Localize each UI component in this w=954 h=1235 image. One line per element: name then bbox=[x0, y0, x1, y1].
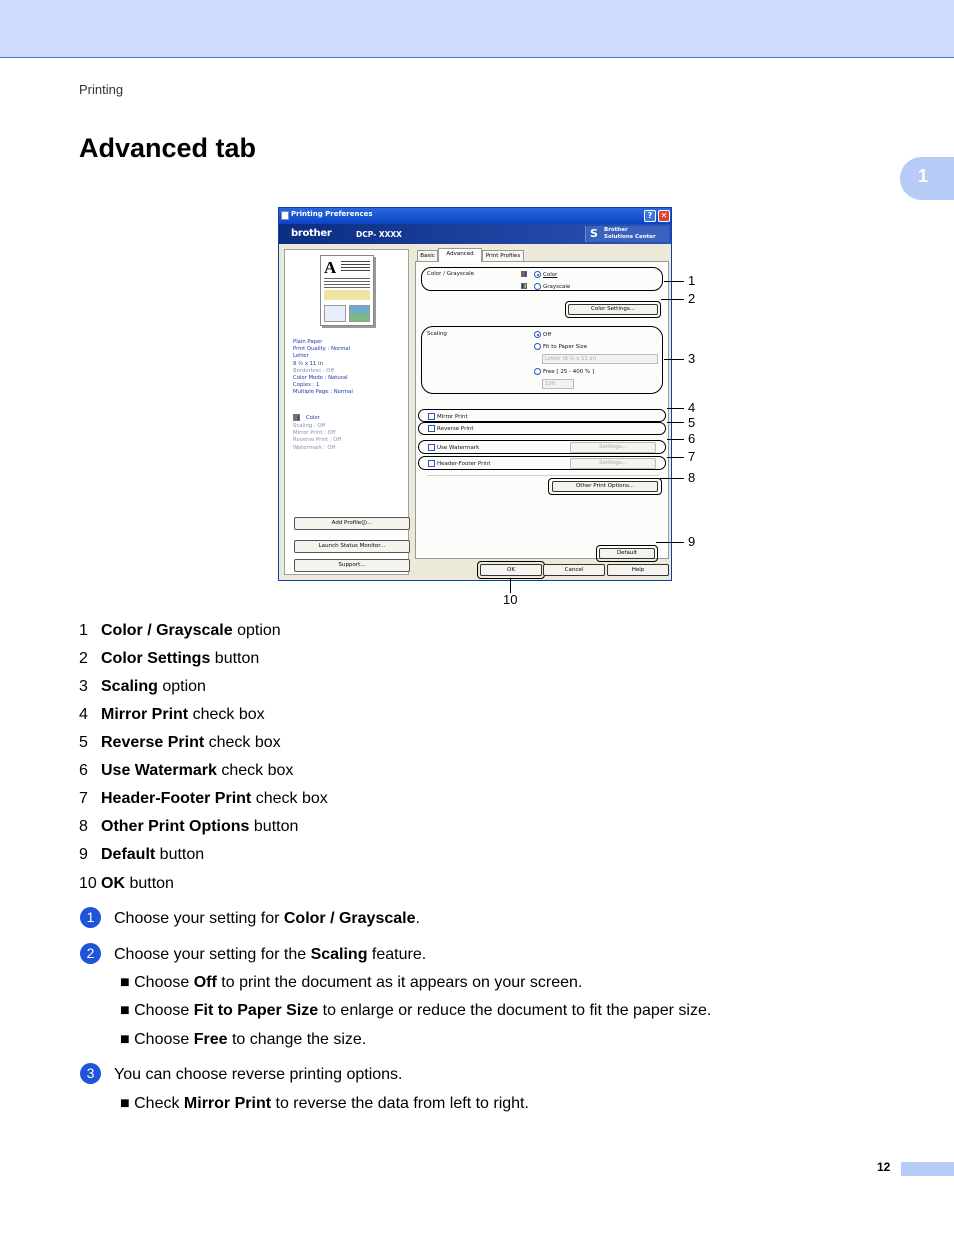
printer-icon bbox=[281, 211, 289, 220]
step-marker: 1 bbox=[80, 907, 101, 928]
reverse-print-label: Reverse Print bbox=[437, 426, 474, 432]
color-summary-label: Color bbox=[306, 415, 320, 421]
bullet-item: ■ Choose Off to print the document as it appears on your screen. bbox=[120, 974, 583, 991]
printing-preferences-dialog bbox=[278, 207, 672, 581]
callout-8: 8 bbox=[688, 470, 696, 485]
ok-button[interactable]: OK bbox=[480, 564, 542, 576]
legend-number: 3 bbox=[79, 678, 88, 695]
color-grayscale-label: Color / Grayscale bbox=[427, 271, 475, 277]
preview-chart bbox=[324, 305, 346, 322]
leader-line-2 bbox=[661, 299, 684, 300]
step-text: Choose your setting for the Scaling feature. bbox=[114, 946, 427, 963]
legend-item: Scaling option bbox=[101, 678, 206, 695]
model-name: DCP- XXXX bbox=[356, 230, 402, 239]
preview-letter: A bbox=[324, 258, 337, 277]
legend-item: Header-Footer Print check box bbox=[101, 790, 328, 807]
header-footer-print-label: Header-Footer Print bbox=[437, 461, 491, 467]
scaling-off-label: Off bbox=[543, 332, 552, 338]
paper-size-select[interactable]: Letter (8 ½ x 11 in) bbox=[542, 354, 658, 364]
free-scaling-label: Free [ 25 - 400 % ] bbox=[543, 369, 595, 375]
settings-info: Plain Paper Print Quality : Normal Letter 8 ½ x 11 in Borderless : Off Color Mode : Natural Copies : 1 Multiple Page : Normal bbox=[293, 339, 353, 396]
legend-number: 2 bbox=[79, 650, 88, 667]
advanced-tab-panel bbox=[415, 261, 669, 559]
preview-photo bbox=[349, 305, 370, 322]
legend-number: 8 bbox=[79, 818, 88, 835]
color-mode-icon bbox=[293, 414, 300, 421]
support-button[interactable]: Support... bbox=[294, 559, 410, 572]
callout-ring-7 bbox=[418, 456, 666, 470]
legend-item: OK button bbox=[101, 875, 174, 892]
scaling-label: Scaling bbox=[427, 331, 447, 337]
legend-number: 5 bbox=[79, 734, 88, 751]
step-text: You can choose reverse printing options. bbox=[114, 1066, 403, 1083]
callout-3: 3 bbox=[688, 351, 696, 366]
legend-number: 6 bbox=[79, 762, 88, 779]
preview-text-lines bbox=[341, 261, 370, 262]
callout-ring-2 bbox=[565, 301, 661, 318]
other-print-options-button[interactable]: Other Print Options... bbox=[552, 481, 658, 492]
add-profile-button[interactable]: Add Profile(J)... bbox=[294, 517, 410, 530]
brother-logo: brother bbox=[291, 228, 332, 239]
solutions-center-button[interactable] bbox=[585, 226, 669, 242]
legend-item: Color Settings button bbox=[101, 650, 260, 667]
leader-line-5 bbox=[667, 422, 684, 423]
legend-number: 10 bbox=[79, 875, 97, 892]
bullet-item: ■ Check Mirror Print to reverse the data from left to right. bbox=[120, 1095, 529, 1112]
page-preview bbox=[320, 255, 374, 326]
footer-bar bbox=[901, 1162, 954, 1176]
page-title: Advanced tab bbox=[79, 133, 257, 163]
legend-item: Reverse Print check box bbox=[101, 734, 281, 751]
separator bbox=[427, 475, 659, 476]
leader-line-8 bbox=[660, 478, 684, 479]
use-watermark-label: Use Watermark bbox=[437, 445, 480, 451]
fit-to-paper-label: Fit to Paper Size bbox=[543, 344, 588, 350]
callout-ring-1 bbox=[421, 267, 663, 291]
legend-item: Other Print Options button bbox=[101, 818, 299, 835]
tab-basic[interactable]: Basic bbox=[417, 250, 438, 261]
leader-line-7 bbox=[667, 457, 684, 458]
legend-item: Default button bbox=[101, 846, 205, 863]
callout-ring-6 bbox=[418, 440, 666, 454]
callout-4: 4 bbox=[688, 400, 696, 415]
help-icon[interactable]: ? bbox=[644, 210, 656, 222]
settings-summary-pane bbox=[284, 249, 409, 575]
callout-6: 6 bbox=[688, 431, 696, 446]
legend-number: 9 bbox=[79, 846, 88, 863]
step-marker: 3 bbox=[80, 1063, 101, 1084]
scale-percent-input[interactable]: 100 bbox=[542, 379, 574, 389]
header-footer-settings-button[interactable]: Settings... bbox=[570, 458, 656, 469]
watermark-settings-button[interactable]: Settings... bbox=[570, 442, 656, 453]
grayscale-option-label: Grayscale bbox=[543, 284, 571, 290]
chapter-tab: 1 bbox=[900, 157, 954, 200]
legend-number: 4 bbox=[79, 706, 88, 723]
cancel-button[interactable]: Cancel bbox=[543, 564, 605, 576]
dialog-title: Printing Preferences bbox=[291, 210, 373, 218]
mirror-print-label: Mirror Print bbox=[437, 414, 468, 420]
brand-bar bbox=[279, 224, 671, 244]
solutions-center-label: Brother Solutions Center bbox=[604, 227, 656, 240]
callout-5: 5 bbox=[688, 415, 696, 430]
advanced-summary: Scaling : Off Mirror Print : Off Reverse Print : Off Watermark : Off bbox=[293, 423, 342, 451]
legend-number: 7 bbox=[79, 790, 88, 807]
leader-line-4 bbox=[667, 408, 684, 409]
leader-line-9 bbox=[656, 542, 684, 543]
bullet-item: ■ Choose Free to change the size. bbox=[120, 1031, 367, 1048]
callout-10: 10 bbox=[503, 592, 518, 607]
leader-line-1 bbox=[664, 281, 684, 282]
bullet-item: ■ Choose Fit to Paper Size to enlarge or reduce the document to fit the paper size. bbox=[120, 1002, 712, 1019]
step-marker: 2 bbox=[80, 943, 101, 964]
solutions-center-icon: S bbox=[590, 227, 598, 240]
legend-number: 1 bbox=[79, 622, 88, 639]
legend-item: Mirror Print check box bbox=[101, 706, 265, 723]
page-number: 12 bbox=[877, 1160, 891, 1174]
callout-ring-8 bbox=[548, 478, 662, 495]
header-band bbox=[0, 0, 954, 58]
callout-1: 1 bbox=[688, 273, 696, 288]
tab-advanced[interactable]: Advanced bbox=[438, 248, 482, 262]
dialog-titlebar bbox=[279, 208, 671, 224]
step-text: Choose your setting for Color / Grayscale. bbox=[114, 910, 420, 927]
callout-ring-10 bbox=[477, 561, 545, 579]
callout-ring-4 bbox=[418, 409, 666, 422]
leader-line-10 bbox=[510, 579, 511, 593]
callout-ring-9 bbox=[596, 545, 658, 562]
leader-line-3 bbox=[664, 359, 684, 360]
preview-body-lines bbox=[324, 278, 370, 279]
callout-7: 7 bbox=[688, 449, 696, 464]
legend-item: Use Watermark check box bbox=[101, 762, 294, 779]
callout-9: 9 bbox=[688, 534, 696, 549]
legend-item: Color / Grayscale option bbox=[101, 622, 281, 639]
tab-print-profiles[interactable]: Print Profiles bbox=[482, 250, 524, 261]
help-button[interactable]: Help bbox=[607, 564, 669, 576]
color-option-label: Color bbox=[543, 272, 558, 278]
callout-ring-3 bbox=[421, 326, 663, 394]
close-icon[interactable]: ✕ bbox=[658, 210, 670, 222]
callout-ring-5 bbox=[418, 422, 666, 435]
breadcrumb: Printing bbox=[79, 82, 124, 97]
callout-2: 2 bbox=[688, 291, 696, 306]
color-settings-button[interactable]: Color Settings... bbox=[568, 304, 658, 315]
leader-line-6 bbox=[667, 439, 684, 440]
launch-status-monitor-button[interactable]: Launch Status Monitor... bbox=[294, 540, 410, 553]
preview-highlight bbox=[324, 290, 370, 300]
default-button[interactable]: Default bbox=[599, 548, 655, 559]
